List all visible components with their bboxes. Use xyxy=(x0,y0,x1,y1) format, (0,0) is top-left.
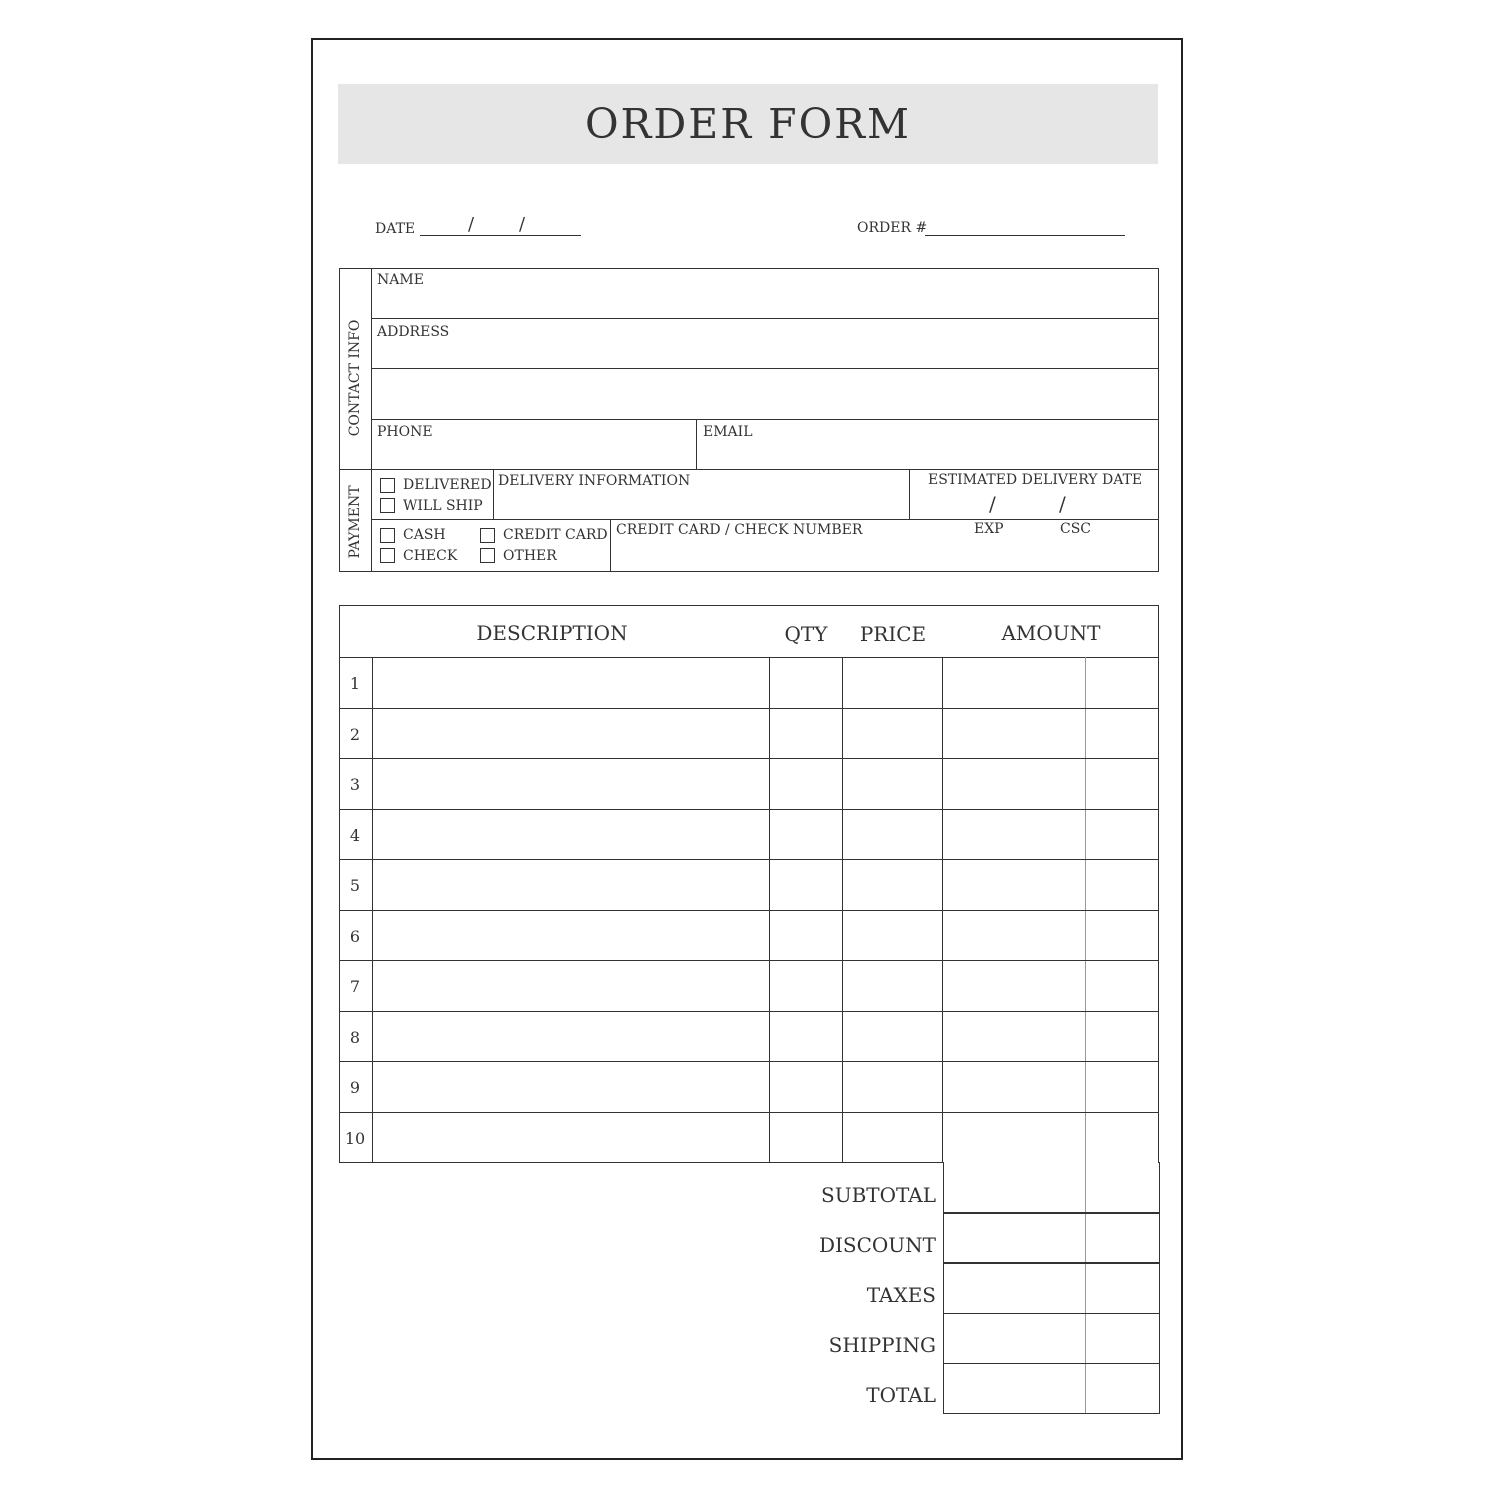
row-number: 7 xyxy=(349,977,361,996)
delivered-checkbox[interactable] xyxy=(380,478,395,493)
will-ship-checkbox[interactable] xyxy=(380,498,395,513)
row-number: 3 xyxy=(349,775,361,794)
check-label: CHECK xyxy=(403,548,458,564)
price-cell[interactable] xyxy=(844,861,941,909)
order-number-label: ORDER # xyxy=(857,220,928,236)
delivery-date-separator-1: / xyxy=(989,492,996,516)
qty-header: QTY xyxy=(784,622,828,646)
cash-label: CASH xyxy=(403,527,446,543)
name-label: NAME xyxy=(377,272,424,288)
qty-cell[interactable] xyxy=(771,1013,841,1061)
total-label: TOTAL xyxy=(866,1383,936,1407)
amount-cell[interactable] xyxy=(944,861,1158,909)
payment-label: PAYMENT xyxy=(347,485,363,559)
delivery-information-label: DELIVERY INFORMATION xyxy=(498,473,691,489)
order-number-field[interactable] xyxy=(925,235,1125,236)
description-cell[interactable] xyxy=(374,710,768,758)
discount-label: DISCOUNT xyxy=(818,1233,936,1257)
amount-cell[interactable] xyxy=(944,811,1158,859)
qty-cell[interactable] xyxy=(771,811,841,859)
qty-cell[interactable] xyxy=(771,1114,841,1162)
price-cell[interactable] xyxy=(844,1114,941,1162)
table-bottom-line xyxy=(340,1162,944,1163)
qty-cell[interactable] xyxy=(771,912,841,960)
description-cell[interactable] xyxy=(374,1114,768,1162)
amount-cell[interactable] xyxy=(944,912,1158,960)
phone-label: PHONE xyxy=(377,424,433,440)
price-cell[interactable] xyxy=(844,1063,941,1111)
other-checkbox[interactable] xyxy=(480,548,495,563)
csc-label: CSC xyxy=(1060,521,1092,537)
totals-box xyxy=(943,1162,1160,1414)
amount-cell[interactable] xyxy=(944,1063,1158,1111)
address-field[interactable] xyxy=(372,319,1158,418)
price-cell[interactable] xyxy=(844,1013,941,1061)
name-field[interactable] xyxy=(372,269,1158,318)
description-cell[interactable] xyxy=(374,760,768,808)
price-cell[interactable] xyxy=(844,962,941,1010)
amount-cell[interactable] xyxy=(944,1114,1158,1162)
email-label: EMAIL xyxy=(703,424,753,440)
description-header: DESCRIPTION xyxy=(476,621,628,645)
address-label: ADDRESS xyxy=(377,324,450,340)
price-cell[interactable] xyxy=(844,710,941,758)
price-cell[interactable] xyxy=(844,760,941,808)
qty-cell[interactable] xyxy=(771,710,841,758)
credit-card-checkbox[interactable] xyxy=(480,528,495,543)
taxes-label: TAXES xyxy=(866,1283,936,1307)
shipping-label: SHIPPING xyxy=(828,1333,936,1357)
qty-cell[interactable] xyxy=(771,962,841,1010)
amount-header: AMOUNT xyxy=(1001,621,1101,645)
check-checkbox[interactable] xyxy=(380,548,395,563)
title-bar xyxy=(338,84,1158,164)
price-cell[interactable] xyxy=(844,811,941,859)
date-separator-1: / xyxy=(468,214,475,235)
description-cell[interactable] xyxy=(374,962,768,1010)
row-number: 4 xyxy=(349,825,361,845)
qty-cell[interactable] xyxy=(771,1063,841,1111)
date-separator-2: / xyxy=(519,214,526,235)
delivered-label: DELIVERED xyxy=(403,477,492,493)
credit-card-label: CREDIT CARD xyxy=(503,527,608,543)
row-number: 8 xyxy=(349,1027,361,1047)
form-title: ORDER FORM xyxy=(584,100,912,148)
card-number-label: CREDIT CARD / CHECK NUMBER xyxy=(616,522,863,538)
qty-cell[interactable] xyxy=(771,659,841,707)
price-header: PRICE xyxy=(859,622,927,646)
amount-cell[interactable] xyxy=(944,962,1158,1010)
row-number: 9 xyxy=(349,1078,361,1097)
estimated-delivery-date-label: ESTIMATED DELIVERY DATE xyxy=(928,472,1143,488)
cash-checkbox[interactable] xyxy=(380,528,395,543)
row-number: 6 xyxy=(349,926,361,946)
date-label: DATE xyxy=(375,221,416,237)
amount-cell[interactable] xyxy=(944,1013,1158,1061)
qty-cell[interactable] xyxy=(771,861,841,909)
row-number: 10 xyxy=(344,1128,366,1148)
subtotal-label: SUBTOTAL xyxy=(821,1183,936,1207)
description-cell[interactable] xyxy=(374,659,768,707)
date-field[interactable] xyxy=(420,235,581,236)
contact-info-label: CONTACT INFO xyxy=(347,319,363,437)
description-cell[interactable] xyxy=(374,1063,768,1111)
amount-cell[interactable] xyxy=(944,659,1158,707)
price-cell[interactable] xyxy=(844,912,941,960)
amount-cell[interactable] xyxy=(944,710,1158,758)
will-ship-label: WILL SHIP xyxy=(403,498,483,514)
email-field[interactable] xyxy=(698,420,1158,468)
price-cell[interactable] xyxy=(844,659,941,707)
row-number: 2 xyxy=(349,724,361,744)
description-cell[interactable] xyxy=(374,1013,768,1061)
row-number: 1 xyxy=(349,674,361,693)
exp-label: EXP xyxy=(974,521,1004,537)
description-cell[interactable] xyxy=(374,861,768,909)
delivery-date-separator-2: / xyxy=(1059,492,1066,516)
description-cell[interactable] xyxy=(374,912,768,960)
qty-cell[interactable] xyxy=(771,760,841,808)
amount-cell[interactable] xyxy=(944,760,1158,808)
description-cell[interactable] xyxy=(374,811,768,859)
row-number: 5 xyxy=(349,876,361,895)
other-label: OTHER xyxy=(503,548,557,564)
